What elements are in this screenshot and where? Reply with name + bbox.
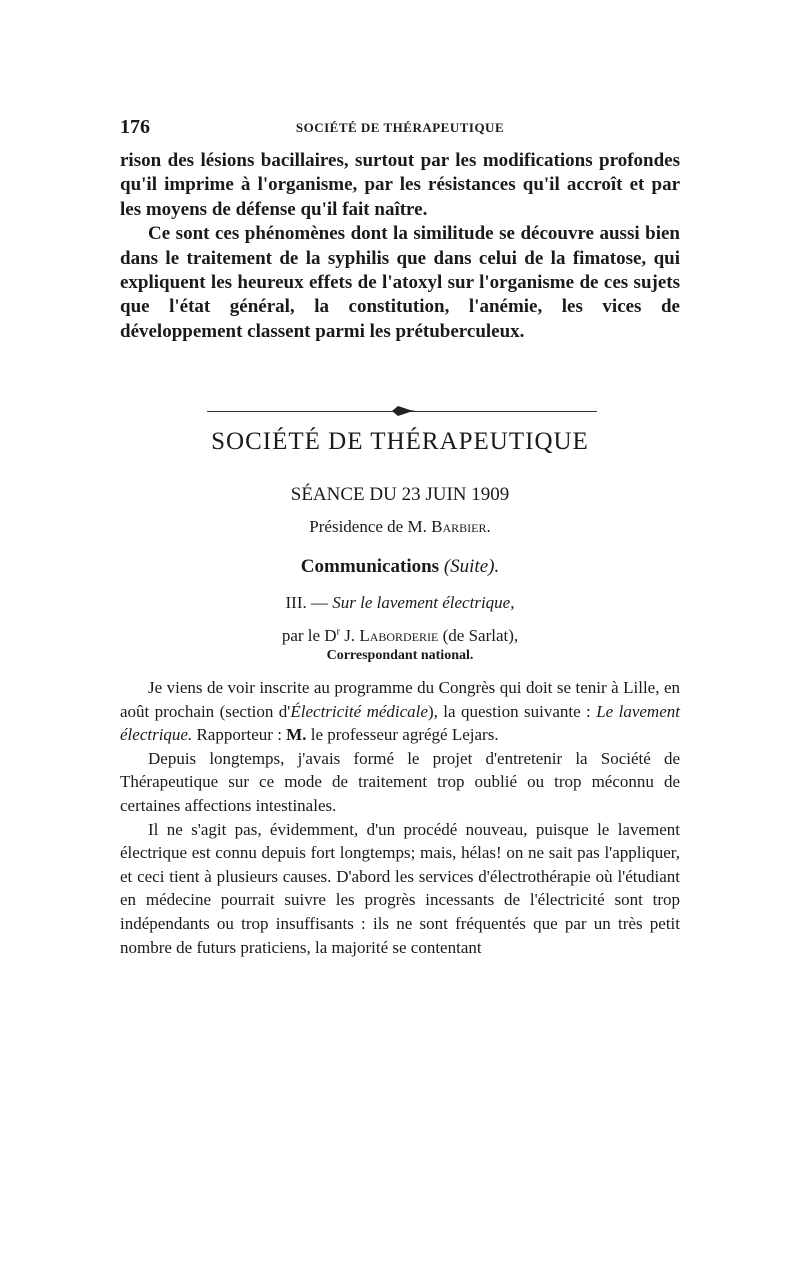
author-initial: J.: [344, 626, 356, 645]
body-paragraph-3: Il ne s'agit pas, évidemment, d'un procédé nouveau, puisque le lavement électrique est connu depuis fort longtemps; mais, hélas! on ne sait pas l'appliquer, et ceci tient à plusieurs causes. D'abord les services d'électrothérapie où l'étudiant en médecine pourrait suivre les progrès incessants de l'électricité sont trop indépendants ou trop insuffisants : ils ne sont fréquentés que par un très petit nombre de futurs praticiens, la majorité se contentant: [120, 819, 680, 957]
body-p1-emphasis-1: Électricité médicale: [290, 701, 428, 721]
correspondant-line: Correspondant national.: [326, 648, 474, 663]
body-p1-text-c: Rapporteur :: [192, 725, 287, 745]
author-prefix: par le D: [281, 626, 337, 645]
intro-text: [120, 149, 680, 344]
author-sup: r: [336, 626, 340, 638]
running-title: SOCIÉTÉ DE THÉRAPEUTIQUE: [295, 120, 505, 135]
item-number: III. —: [285, 593, 328, 612]
intro-paragraph-2: Ce sont ces phénomènes dont la similitude se découvre aussi bien dans le traitement de la syphilis que dans celui de la fimatose, qui expliquent les heureux effets de l'atoxyl sur l'organisme de ces sujets que l'état général, la constitution, l'anémie, les vices de développement classent parmi les prétuberculeux.: [120, 223, 680, 342]
page-number: 176: [120, 116, 150, 138]
seance-date: SÉANCE DU 23 JUIN 1909: [290, 484, 510, 505]
communications-heading: [120, 556, 680, 578]
author-line: [120, 626, 680, 646]
item-title: Sur le lavement électrique,: [332, 593, 515, 612]
communications-suite: (Suite).: [443, 556, 500, 577]
author-place: (de Sarlat),: [442, 626, 519, 645]
running-header: [120, 116, 680, 140]
presidence-prefix: Présidence de M.: [309, 517, 427, 536]
section-title: SOCIÉTÉ DE THÉRAPEUTIQUE: [211, 428, 589, 455]
item-heading: [120, 593, 680, 613]
body-paragraph-2: Depuis longtemps, j'avais formé le projet d'entretenir la Société de Thérapeutique sur ce mode de traitement trop oublié ou trop méconnu de certaines affections intestinales.: [120, 748, 680, 815]
body-p1-text-d: le professeur agrégé Lejars.: [306, 725, 499, 745]
body-p1-emphasis-2: Le lavement électrique.: [120, 701, 680, 745]
president-name: Barbier.: [431, 517, 491, 536]
body-text: [120, 676, 680, 959]
divider-ornament-icon: [380, 405, 416, 417]
body-p1-text-a: Je viens de voir inscrite au programme du Congrès qui doit se tenir à Lille, en août prochain (section d': [120, 678, 680, 721]
body-p1-bold-m: M.: [286, 725, 307, 745]
body-p1-text-b: ), la question suivante :: [427, 701, 597, 721]
author-name: Laborderie: [359, 626, 439, 645]
body-paragraph-1: [120, 676, 680, 747]
intro-paragraph-1: rison des lésions bacillaires, surtout par les modifications profondes qu'il imprime à l'organisme, par les résistances qu'il accroît et par les moyens de défense qu'il fait naître.: [120, 150, 680, 220]
presidence-line: [120, 517, 680, 537]
communications-label: Communications: [300, 556, 440, 577]
